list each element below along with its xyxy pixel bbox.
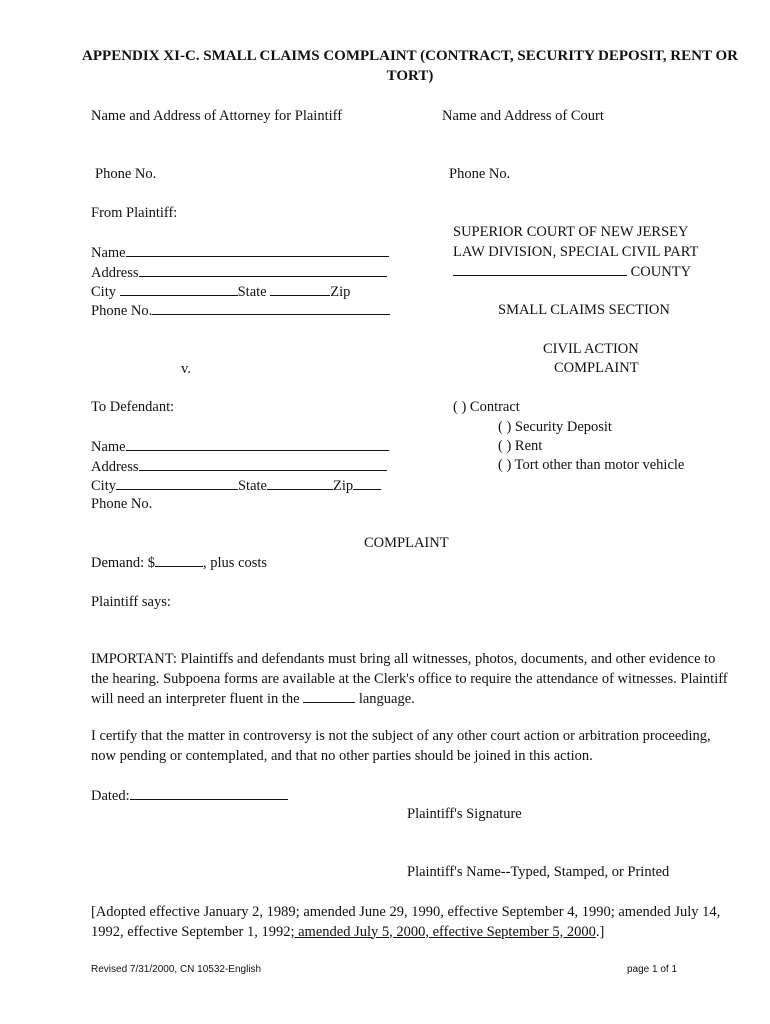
from-plaintiff-label: From Plaintiff: xyxy=(91,205,178,221)
footer-page-number: page 1 of 1 xyxy=(627,964,678,975)
state-label: State xyxy=(237,478,267,494)
attorney-heading: Name and Address of Attorney for Plaintiff xyxy=(91,108,343,124)
dated-label: Dated: xyxy=(91,788,130,804)
demand-amount-blank[interactable] xyxy=(155,553,203,567)
option-tort[interactable]: ( ) Tort other than motor vehicle xyxy=(498,457,685,473)
plaintiff-phone-field[interactable] xyxy=(91,301,390,320)
county-field[interactable] xyxy=(453,262,691,281)
city-label: City xyxy=(91,478,116,494)
state-blank[interactable] xyxy=(267,476,333,490)
zip-label: Zip xyxy=(332,478,354,494)
court-name-line2: LAW DIVISION, SPECIAL CIVIL PART xyxy=(453,244,699,260)
option-rent[interactable]: ( ) Rent xyxy=(498,438,543,454)
demand-field[interactable] xyxy=(91,553,267,572)
defendant-phone-label: Phone No. xyxy=(91,496,153,512)
state-blank[interactable] xyxy=(270,282,330,296)
adoption-amendment: ; amended July 5, 2000, effective September 5, 2000 xyxy=(290,923,596,940)
to-defendant-label: To Defendant: xyxy=(91,399,175,415)
plaintiff-name-field[interactable] xyxy=(91,243,389,262)
city-blank[interactable] xyxy=(116,476,238,490)
civil-action-label: CIVIL ACTION xyxy=(543,341,639,357)
language-blank[interactable] xyxy=(303,689,355,703)
complaint-heading: COMPLAINT xyxy=(364,535,449,551)
city-label: City xyxy=(91,284,116,300)
court-phone-label: Phone No. xyxy=(449,166,511,182)
defendant-city-state-zip[interactable] xyxy=(91,476,381,495)
court-heading: Name and Address of Court xyxy=(442,108,604,124)
name-blank[interactable] xyxy=(126,437,389,451)
phone-label: Phone No. xyxy=(91,303,153,319)
plaintiff-signature-label: Plaintiff's Signature xyxy=(407,806,522,822)
address-label: Address xyxy=(91,265,139,281)
zip-blank[interactable] xyxy=(353,476,381,490)
name-label: Name xyxy=(91,439,126,455)
zip-label: Zip xyxy=(330,284,351,300)
county-blank[interactable] xyxy=(453,262,627,276)
court-name-line1: SUPERIOR COURT OF NEW JERSEY xyxy=(453,224,689,240)
footer-revision: Revised 7/31/2000, CN 10532-English xyxy=(91,964,262,975)
important-notice xyxy=(91,650,731,710)
adoption-text: [Adopted effective January 2, 1989; amended June 29, 1990, effective September 4, 1990; amended July 14, 1992, effective September 1, 1992 xyxy=(91,904,721,940)
name-label: Name xyxy=(91,245,126,261)
demand-suffix: , plus costs xyxy=(203,555,268,571)
certification-text: I certify that the matter in controversy is not the subject of any other court action or arbitration proceeding, now pending or contemplated, and that no other parties should be joined in this action. xyxy=(91,728,711,764)
city-blank[interactable] xyxy=(120,282,238,296)
address-blank[interactable] xyxy=(139,263,387,277)
plaintiff-says: Plaintiff says: xyxy=(91,594,171,610)
attorney-phone-label: Phone No. xyxy=(95,166,157,182)
option-contract[interactable]: ( ) Contract xyxy=(453,399,520,415)
county-label: COUNTY xyxy=(630,264,692,280)
state-label: State xyxy=(237,284,267,300)
address-label: Address xyxy=(91,459,139,475)
phone-blank[interactable] xyxy=(152,301,390,315)
plaintiff-address-field[interactable] xyxy=(91,263,387,282)
dated-blank[interactable] xyxy=(130,786,288,800)
name-blank[interactable] xyxy=(126,243,389,257)
defendant-name-field[interactable] xyxy=(91,437,389,456)
important-text-end: language. xyxy=(358,691,415,707)
versus-label: v. xyxy=(181,361,191,377)
adoption-end: .] xyxy=(595,923,605,940)
adoption-history xyxy=(91,903,731,942)
demand-prefix: Demand: $ xyxy=(91,555,156,571)
option-security-deposit[interactable]: ( ) Security Deposit xyxy=(498,419,612,435)
plaintiff-name-label: Plaintiff's Name--Typed, Stamped, or Printed xyxy=(407,864,670,880)
page-title: APPENDIX XI-C. SMALL CLAIMS COMPLAINT (CONTRACT, SECURITY DEPOSIT, RENT OR TORT) xyxy=(82,48,738,84)
complaint-type-label: COMPLAINT xyxy=(554,360,639,376)
defendant-address-field[interactable] xyxy=(91,457,387,476)
plaintiff-city-state-zip[interactable] xyxy=(91,282,350,301)
important-text: IMPORTANT: Plaintiffs and defendants must bring all witnesses, photos, documents, and other evidence to the hearing. Subpoena forms are available at the Clerk's office to require the attendance of witnesses. Plaintiff will need an interpreter fluent in the xyxy=(91,651,728,707)
small-claims-section: SMALL CLAIMS SECTION xyxy=(498,302,670,318)
dated-field[interactable] xyxy=(91,786,288,805)
address-blank[interactable] xyxy=(139,457,387,471)
